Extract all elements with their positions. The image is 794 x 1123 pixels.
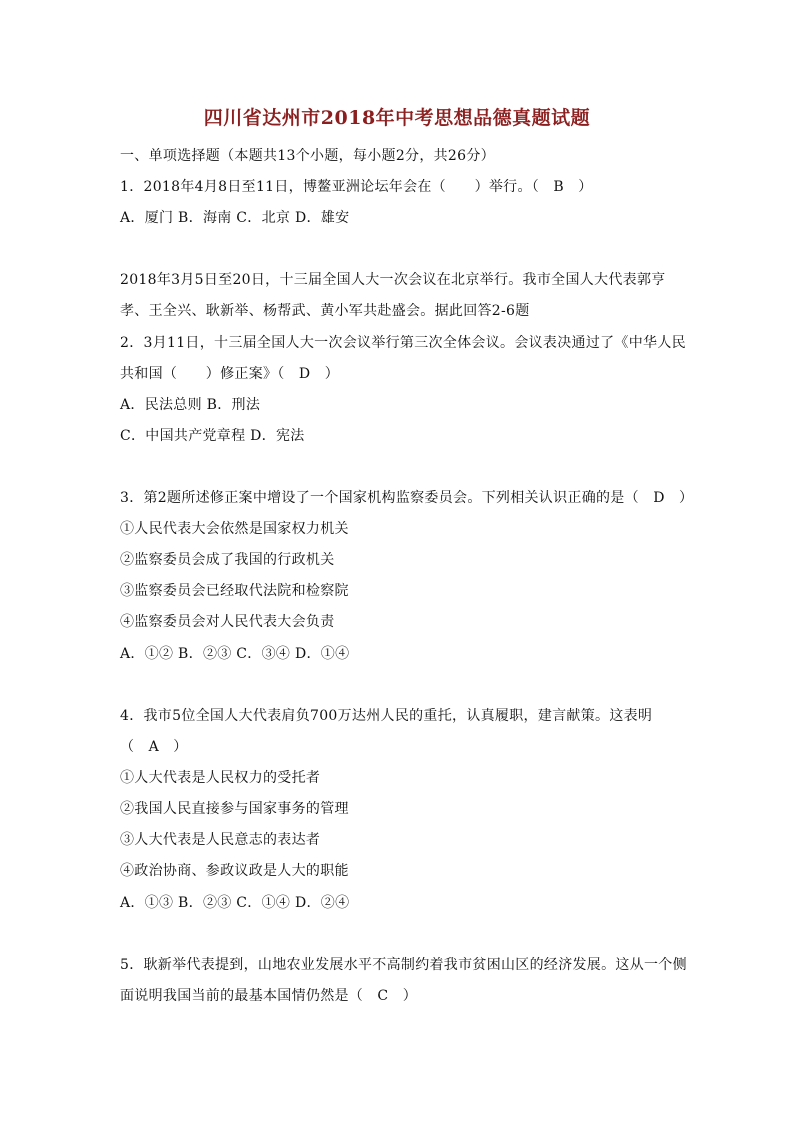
question-1-options: A．厦门 B．海南 C．北京 D．雄安 bbox=[120, 210, 350, 226]
question-5-stem-1: 5．耿新举代表提到，山地农业发展水平不高制约着我市贫困山区的经济发展。这从一个侧 bbox=[120, 957, 687, 973]
question-1-stem: 1．2018年4月8日至11日，博鳌亚洲论坛年会在（ ）举行。（ B ） bbox=[120, 179, 593, 195]
question-4-item-2: ②我国人民直接参与国家事务的管理 bbox=[120, 801, 349, 817]
exam-title: 四川省达州市2018年中考思想品德真题试题 bbox=[203, 107, 591, 129]
material-line-2: 孝、王全兴、耿新举、杨帮武、黄小军共赴盛会。据此回答2-6题 bbox=[120, 303, 530, 319]
material-line-1: 2018年3月5日至20日，十三届全国人大一次会议在北京举行。我市全国人大代表郭亨 bbox=[120, 272, 666, 288]
question-2-stem-2: 共和国（ ）修正案》（ D ） bbox=[120, 366, 340, 382]
question-5-stem-2: 面说明我国当前的最基本国情仍然是（ C ） bbox=[120, 988, 418, 1004]
question-2-stem-1: 2．3月11日，十三届全国人大一次会议举行第三次全体会议。会议表决通过了《中华人民 bbox=[120, 335, 686, 351]
section-header: 一、单项选择题（本题共13个小题，每小题2分，共26分） bbox=[120, 148, 495, 164]
question-3-item-3: ③监察委员会已经取代法院和检察院 bbox=[120, 583, 349, 599]
question-2-options-2: C．中国共产党章程 D．宪法 bbox=[120, 428, 305, 444]
question-3-item-2: ②监察委员会成了我国的行政机关 bbox=[120, 552, 335, 568]
question-2-options-1: A．民法总则 B．刑法 bbox=[120, 397, 261, 413]
question-4-item-1: ①人大代表是人民权力的受托者 bbox=[120, 770, 321, 786]
question-3-item-1: ①人民代表大会依然是国家权力机关 bbox=[120, 521, 349, 537]
question-4-options: A．①③ B．②③ C．①④ D．②④ bbox=[120, 895, 350, 911]
question-4-item-4: ④政治协商、参政议政是人大的职能 bbox=[120, 863, 349, 879]
question-3-stem: 3．第2题所述修正案中增设了一个国家机构监察委员会。下列相关认识正确的是（ D ） bbox=[120, 490, 694, 506]
question-3-item-4: ④监察委员会对人民代表大会负责 bbox=[120, 614, 335, 630]
question-3-options: A．①② B．②③ C．③④ D．①④ bbox=[120, 646, 350, 662]
question-4-stem-1: 4．我市5位全国人大代表肩负700万达州人民的重托，认真履职，建言献策。这表明 bbox=[120, 708, 653, 724]
question-4-stem-2: （ A ） bbox=[120, 739, 188, 755]
question-4-item-3: ③人大代表是人民意志的表达者 bbox=[120, 832, 321, 848]
